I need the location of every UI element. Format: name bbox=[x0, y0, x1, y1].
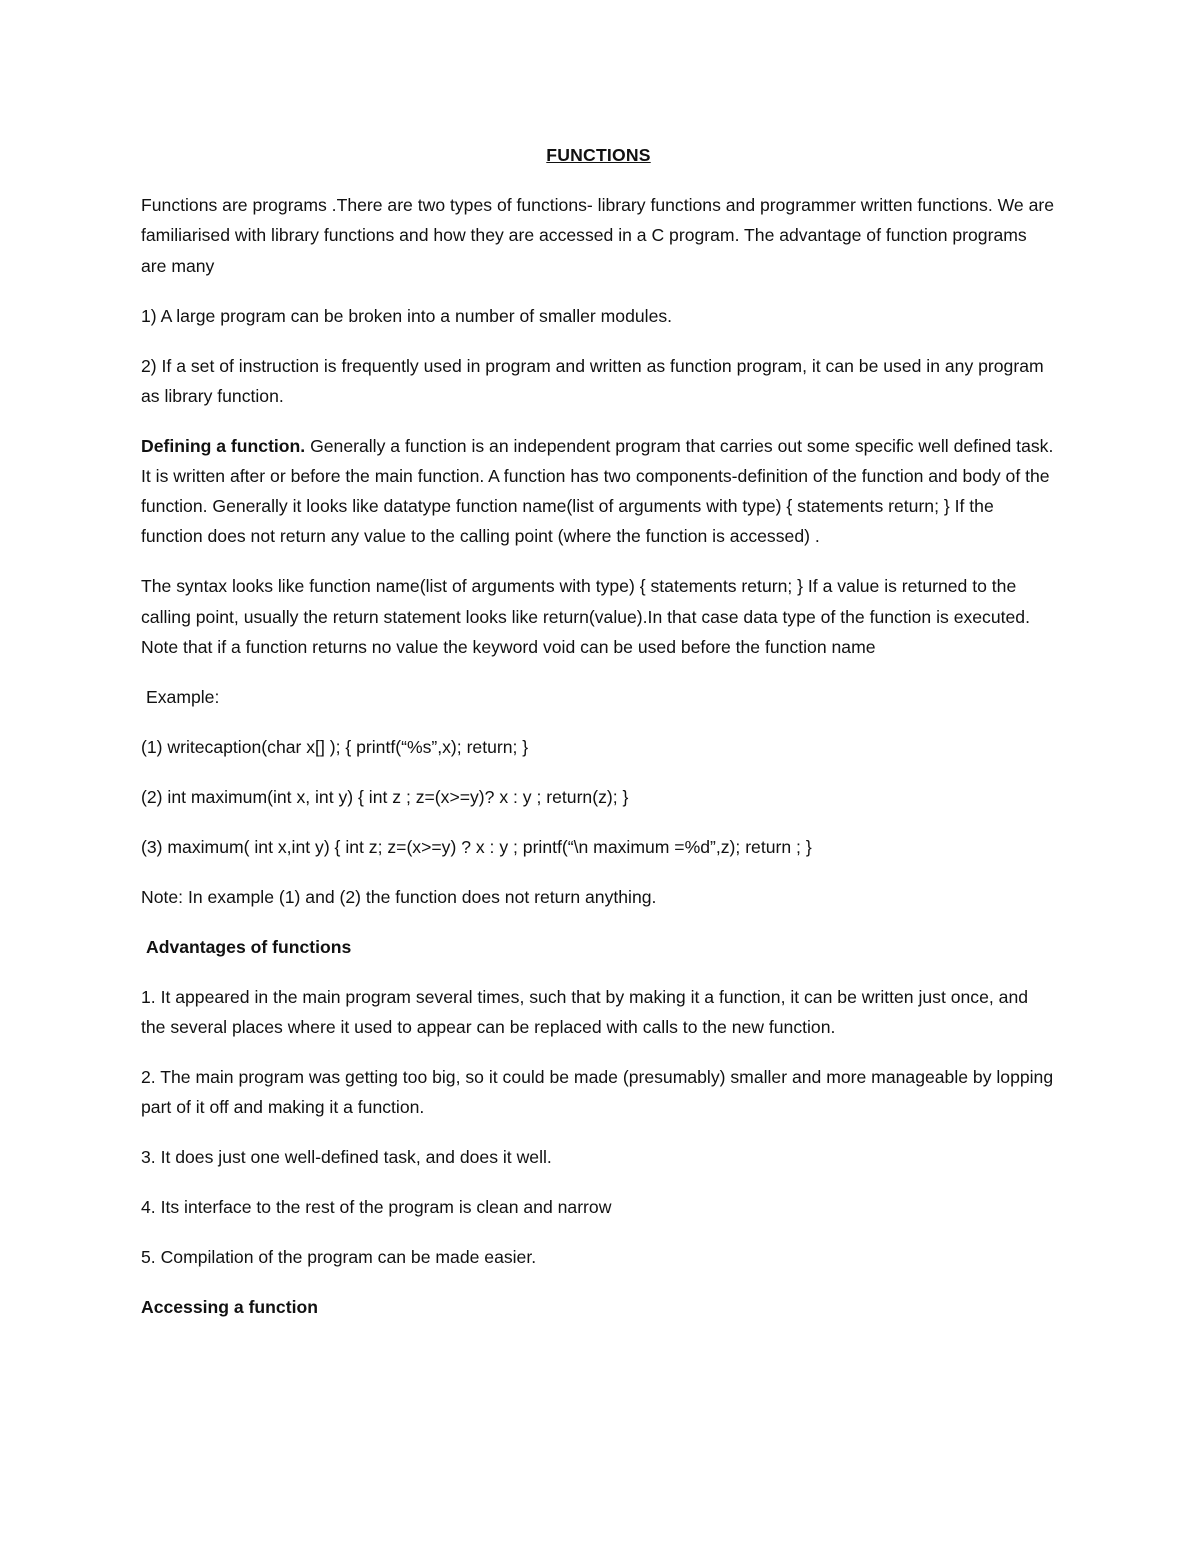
defining-paragraph bbox=[141, 431, 1056, 552]
advantage-number: 4. bbox=[141, 1197, 156, 1218]
example-3 bbox=[141, 832, 1056, 862]
example-code: int maximum(int x, int y) { int z ; z=(x>=y)? x : y ; return(z); } bbox=[162, 786, 629, 807]
intro-paragraph: Functions are programs .There are two types of functions- library functions and programmer written functions. We are familiarised with library functions and how they are accessed in a C program. The advantage of function programs are many bbox=[141, 195, 1054, 276]
point-1 bbox=[141, 301, 1056, 331]
advantage-text: Compilation of the program can be made easier. bbox=[155, 1247, 537, 1268]
advantage-text: Its interface to the rest of the program is clean and narrow bbox=[155, 1197, 612, 1218]
advantage-2 bbox=[141, 1062, 1056, 1122]
advantage-number: 2. bbox=[141, 1067, 156, 1088]
accessing-heading: Accessing a function bbox=[141, 1297, 318, 1318]
advantage-5 bbox=[141, 1242, 1056, 1272]
example-code: maximum( int x,int y) { int z; z=(x>=y) ? x : y ; printf(“\n maximum =%d”,z); return ; } bbox=[162, 836, 812, 857]
example-label: Example: bbox=[146, 686, 220, 707]
advantage-text: The main program was getting too big, so it could be made (presumably) smaller and more manageable by lopping part of it off and making it a function. bbox=[141, 1067, 1054, 1118]
defining-text: Generally a function is an independent program that carries out some specific well defined task. It is written after or before the main function. A function has two components-definition of the function and body of the function. Generally it looks like datatype function name(list of arguments with type) { statements return; } If the function does not return any value to the calling point (where the function is accessed) . bbox=[141, 435, 1054, 547]
example-code: writecaption(char x[] ); { printf(“%s”,x); return; } bbox=[162, 736, 529, 757]
advantage-number: 5. bbox=[141, 1247, 156, 1268]
point-2 bbox=[141, 351, 1056, 411]
example-number: (3) bbox=[141, 836, 163, 857]
advantage-number: 1. bbox=[141, 986, 156, 1007]
example-1 bbox=[141, 732, 1056, 762]
advantage-1 bbox=[141, 982, 1056, 1042]
example-number: (2) bbox=[141, 786, 163, 807]
example-number: (1) bbox=[141, 736, 163, 757]
example-2 bbox=[141, 782, 1056, 812]
advantage-number: 3. bbox=[141, 1147, 156, 1168]
advantage-text: It does just one well-defined task, and does it well. bbox=[155, 1147, 552, 1168]
advantage-text: It appeared in the main program several times, such that by making it a function, it can be written just once, and the several places where it used to appear can be replaced with calls to the new function. bbox=[141, 986, 1029, 1038]
advantages-heading: Advantages of functions bbox=[146, 936, 352, 957]
point-text: A large program can be broken into a number of smaller modules. bbox=[156, 305, 673, 326]
advantage-3 bbox=[141, 1142, 1056, 1172]
advantage-4 bbox=[141, 1192, 1056, 1222]
point-text: If a set of instruction is frequently used in program and written as function program, it can be used in any program as library function. bbox=[141, 355, 1044, 406]
defining-heading: Defining a function. bbox=[141, 435, 306, 456]
document-title: FUNCTIONS bbox=[546, 145, 651, 165]
note-paragraph: Note: In example (1) and (2) the function does not return anything. bbox=[141, 886, 657, 907]
document-body bbox=[141, 140, 1056, 1342]
point-number: 1) bbox=[141, 305, 157, 326]
syntax-paragraph: The syntax looks like function name(list of arguments with type) { statements return; } If a value is returned to the calling point, usually the return statement looks like return(value).In that case data type of the function is executed. Note that if a function returns no value the keyword void can be used before the function name bbox=[141, 576, 1030, 657]
point-number: 2) bbox=[141, 355, 157, 376]
